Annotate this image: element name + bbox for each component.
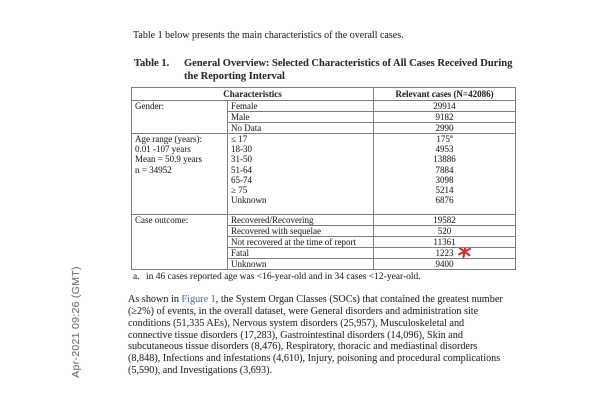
gender-male-value: 9182 <box>374 112 516 123</box>
age-values-cell: 175$^a$ 4953 13886 7884 3098 5214 6876 <box>374 134 516 215</box>
gender-male-label: Male <box>228 112 374 123</box>
table-caption <box>134 57 523 83</box>
paragraph-line: As shown in Figure 1, the System Organ Classes (SOCs) that contained the greatest number <box>128 294 503 306</box>
table-caption-title <box>184 57 512 83</box>
table-row <box>132 101 516 112</box>
age-section-label: Age range (years): 0.01 -107 years Mean = 50.9 years n = 34952 <box>132 134 228 215</box>
table-caption-title-line1: General Overview: Selected Characteristics of All Cases Received During <box>184 58 513 69</box>
table-row <box>132 215 516 226</box>
characteristics-table <box>131 87 516 270</box>
paragraph-line: conditions (51,335 AEs), Nervous system disorders (25,957), Musculoskeletal and <box>128 317 465 329</box>
gender-female-value: 29914 <box>374 101 516 112</box>
gender-nodata-value: 2990 <box>374 123 516 134</box>
document-page <box>128 30 523 376</box>
outcome-notrecovered-label: Not recovered at the time of report <box>228 237 374 248</box>
gender-section-label: Gender: <box>132 101 228 134</box>
fatal-annotation-asterisk-icon <box>458 248 471 259</box>
outcome-fatal-label: Fatal <box>228 248 374 259</box>
table-caption-label: Table 1. <box>134 58 170 69</box>
footnote-text: in 46 cases reported age was <16-year-old and in 34 cases <12-year-old. <box>146 272 421 283</box>
column-header-characteristics: Characteristics <box>132 88 374 101</box>
paragraph-line: (5,590), and Investigations (3,693). <box>128 364 273 376</box>
body-paragraph <box>128 294 523 376</box>
table-caption-title-line2: the Reporting Interval <box>184 71 285 82</box>
table-header-row <box>132 88 516 101</box>
paragraph-line: subcutaneous tissue disorders (8,476), Respiratory, thoracic and mediastinal disorders <box>128 341 478 353</box>
gender-nodata-label: No Data <box>228 123 374 134</box>
outcome-section-label: Case outcome: <box>132 215 228 270</box>
page-timestamp: Apr-2021 09:26 (GMT) <box>70 266 82 378</box>
figure1-link[interactable]: Figure 1 <box>181 294 216 306</box>
outcome-recovered-value: 19582 <box>374 215 516 226</box>
gender-female-label: Female <box>228 101 374 112</box>
outcome-unknown-value: 9400 <box>374 259 516 270</box>
outcome-fatal-value: 1223 <box>374 248 516 259</box>
column-header-relevant-cases: Relevant cases (N=42086) <box>374 88 516 101</box>
paragraph-line: connective tissue disorders (17,283), Gastrointestinal disorders (14,096), Skin and <box>128 329 463 341</box>
paragraph-line: (≥2%) of events, in the overall dataset, were General disorders and administration site <box>128 306 479 318</box>
paragraph-line: (8,848), Infections and infestations (4,610), Injury, poisoning and procedural complications <box>128 352 501 364</box>
outcome-recovered-label: Recovered/Recovering <box>228 215 374 226</box>
table-row-age <box>132 134 516 215</box>
footnote-ref-a: a <box>449 133 453 140</box>
outcome-unknown-label: Unknown <box>228 259 374 270</box>
age-groups-cell: ≤ 17 18-30 31-50 51-64 65-74 ≥ 75 Unknown <box>228 134 374 215</box>
intro-text: Table 1 below presents the main characteristics of the overall cases. <box>133 30 404 41</box>
footnote-marker: a. <box>133 272 140 283</box>
outcome-notrecovered-value: 11361 <box>374 237 516 248</box>
table-footnote <box>133 272 523 282</box>
outcome-sequelae-label: Recovered with sequelae <box>228 226 374 237</box>
outcome-sequelae-value: 520 <box>374 226 516 237</box>
